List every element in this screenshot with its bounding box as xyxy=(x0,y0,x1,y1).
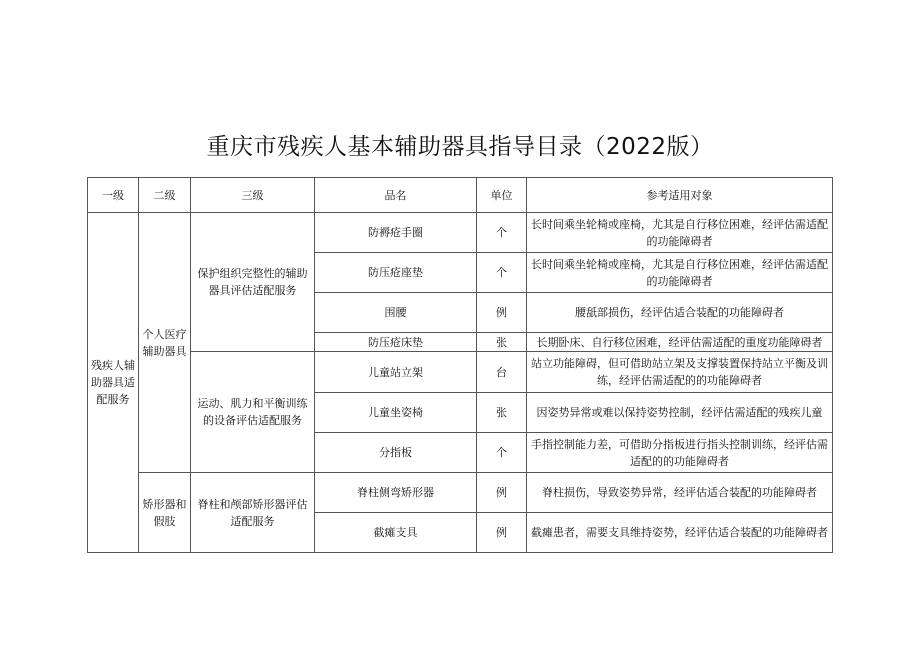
header-level3: 三级 xyxy=(191,178,315,213)
target-users-cell: 腰舐部损伤，经评估适合装配的功能障碍者 xyxy=(527,293,833,333)
catalog-table xyxy=(87,177,833,553)
product-name-cell: 防压疮座垫 xyxy=(315,253,477,293)
level2-cell: 个人医疗辅助器具 xyxy=(139,213,191,473)
target-users-cell: 截瘫患者，需要支具维持姿势，经评估适合装配的功能障碍者 xyxy=(527,513,833,553)
unit-cell: 例 xyxy=(477,293,527,333)
page-title: 重庆市残疾人基本辅助器具指导目录（2022版） xyxy=(206,134,714,160)
level3-cell: 保护组织完整性的辅助器具评估适配服务 xyxy=(191,213,315,352)
unit-cell: 个 xyxy=(477,213,527,253)
target-users-cell: 长期卧床、自行移位困难，经评估需适配的重度功能障碍者 xyxy=(527,333,833,352)
header-unit: 单位 xyxy=(477,178,527,213)
table-header-row xyxy=(88,178,833,213)
table-row xyxy=(88,213,833,253)
target-users-cell: 长时间乘坐轮椅或座椅，尤其是自行移位困难，经评估需适配的功能障碍者 xyxy=(527,213,833,253)
unit-cell: 台 xyxy=(477,352,527,393)
unit-cell: 个 xyxy=(477,433,527,473)
header-product-name: 品名 xyxy=(315,178,477,213)
unit-cell: 例 xyxy=(477,513,527,553)
product-name-cell: 儿童站立架 xyxy=(315,352,477,393)
table-row xyxy=(88,473,833,513)
target-users-cell: 脊柱损伤，导致姿势异常，经评估适合装配的功能障碍者 xyxy=(527,473,833,513)
table-row xyxy=(88,352,833,393)
header-target-users: 参考适用对象 xyxy=(527,178,833,213)
target-users-cell: 站立功能障碍，但可借助站立架及支撑装置保持站立平衡及训练，经评估需适配的的功能障碍者 xyxy=(527,352,833,393)
unit-cell: 张 xyxy=(477,393,527,433)
header-level1: 一级 xyxy=(88,178,139,213)
product-name-cell: 分指板 xyxy=(315,433,477,473)
product-name-cell: 围腰 xyxy=(315,293,477,333)
level3-cell: 运动、肌力和平衡训练的设备评估适配服务 xyxy=(191,352,315,473)
unit-cell: 张 xyxy=(477,333,527,352)
level1-cell: 残疾人辅助器具适配服务 xyxy=(88,213,139,553)
level2-cell: 矫形器和假肢 xyxy=(139,473,191,553)
product-name-cell: 截瘫支具 xyxy=(315,513,477,553)
product-name-cell: 防压疮床垫 xyxy=(315,333,477,352)
unit-cell: 个 xyxy=(477,253,527,293)
product-name-cell: 脊柱侧弯矫形器 xyxy=(315,473,477,513)
unit-cell: 例 xyxy=(477,473,527,513)
level3-cell: 脊柱和颅部矫形器评估适配服务 xyxy=(191,473,315,553)
target-users-cell: 手指控制能力差，可借助分指板进行指头控制训练，经评估需适配的的功能障碍者 xyxy=(527,433,833,473)
target-users-cell: 长时间乘坐轮椅或座椅，尤其是自行移位困难，经评估需适配的功能障碍者 xyxy=(527,253,833,293)
product-name-cell: 防褥疮手圈 xyxy=(315,213,477,253)
target-users-cell: 因姿势异常或难以保持姿势控制，经评估需适配的残疾儿童 xyxy=(527,393,833,433)
product-name-cell: 儿童坐姿椅 xyxy=(315,393,477,433)
header-level2: 二级 xyxy=(139,178,191,213)
